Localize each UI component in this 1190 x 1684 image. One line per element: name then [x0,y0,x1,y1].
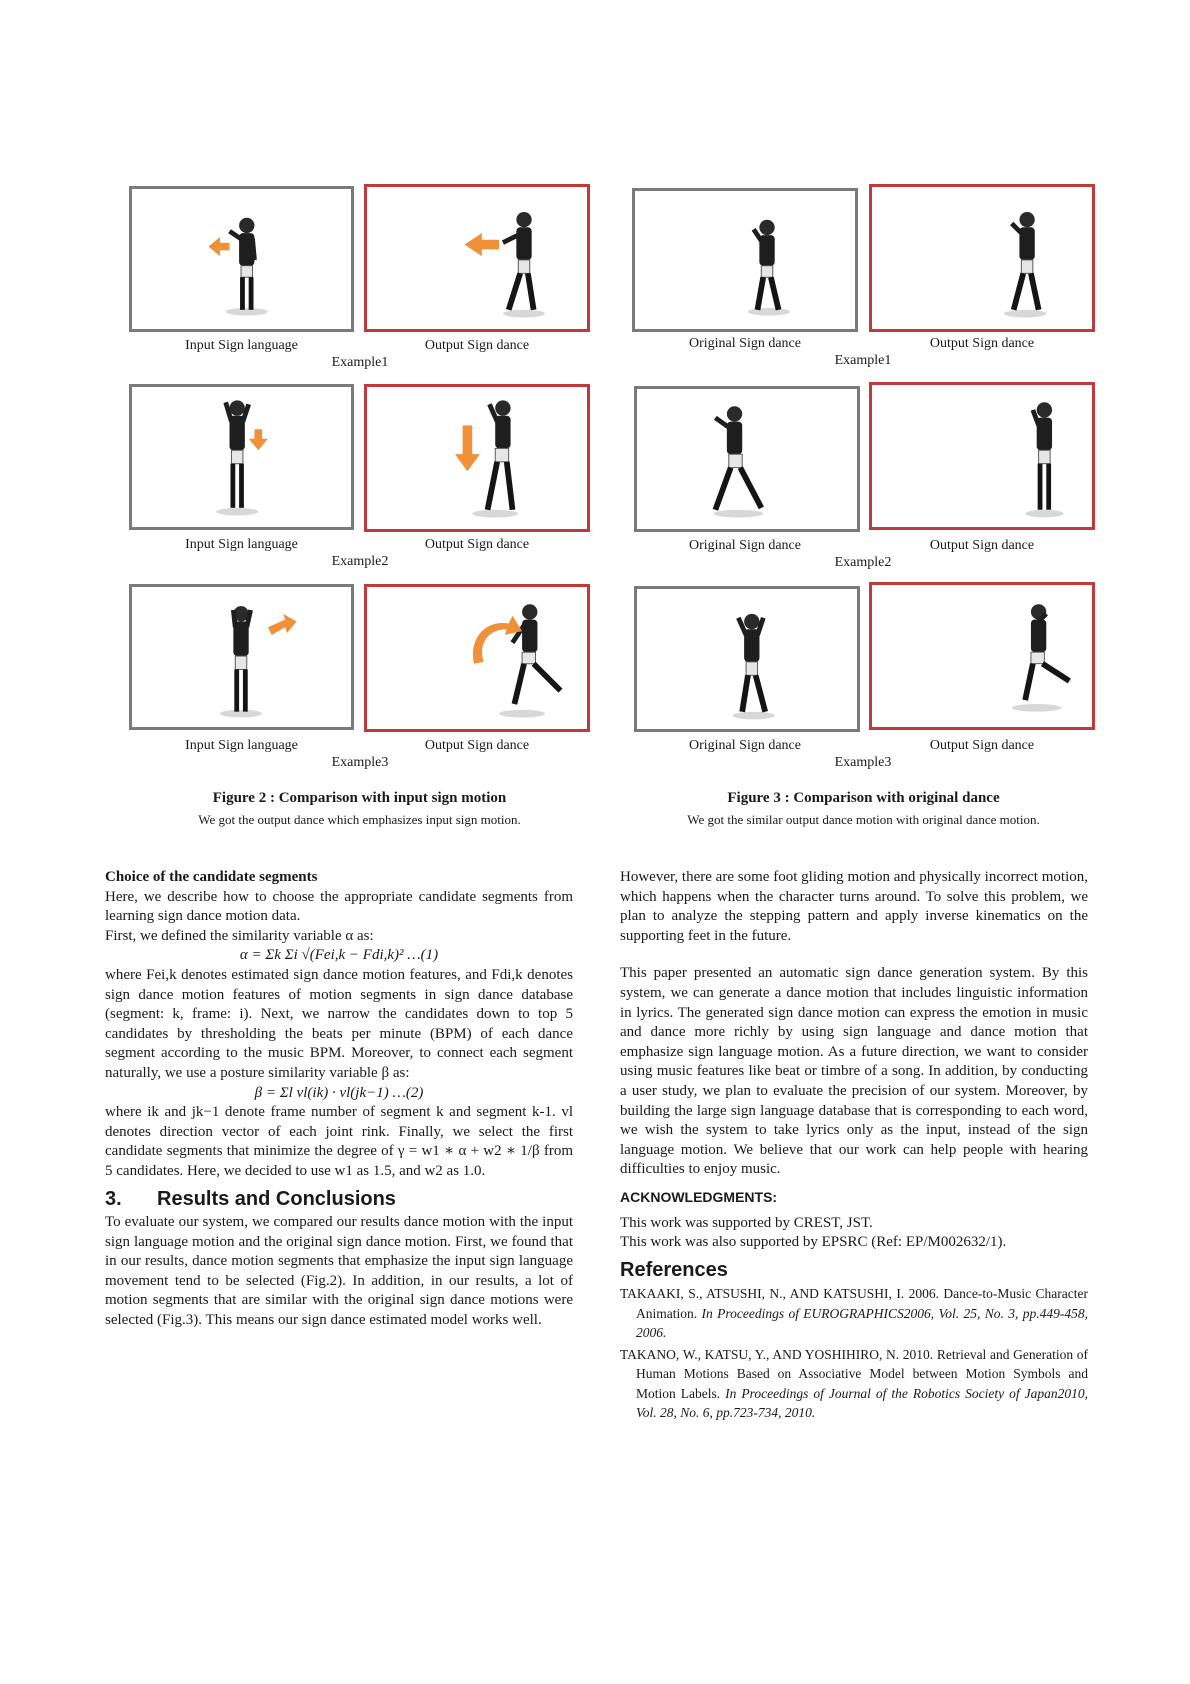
fig3-output-panel-2 [869,382,1095,530]
equation-1: α = Σk Σi √(Fei,k − Fdi,k)² …(1) [239,947,439,964]
dancer-figure-illustration [872,187,1092,329]
fig3-left-caption-1: Original Sign dance [689,336,801,351]
dancer-figure-illustration [132,387,351,527]
section-number: 3. [105,1187,122,1210]
reference-item [620,1284,1088,1343]
dancer-figure-illustration [132,189,351,329]
fig2-output-panel-3 [364,584,590,732]
fig3-right-caption-1: Output Sign dance [929,336,1035,351]
dancer-figure-illustration [635,191,855,329]
dancer-figure-illustration [367,187,587,329]
fig2-left-caption-1: Input Sign language [185,338,298,353]
paragraph: This paper presented an automatic sign dance generation system. By this system, we can generate a dance motion that includes linguistic information in lyrics. The generated sign dance motion can express the emotion in music and dance more richly by using sign language and dance motion that emphasize sign language motion. As a future direction, we want to consider using music features like beat or timbre of a song. In addition, by conducting a user study, we plan to evaluate the precision of our system. Moreover, by building the large sign language database that is corresponding to each word, we wish the system to take lyrics only as the input, instead of the sign language motion. We believe that our work can help people with hearing difficulties to enjoy music. [620,965,1088,1178]
fig2-left-caption-2: Input Sign language [185,537,298,552]
fig3-right-caption-2: Output Sign dance [929,538,1035,553]
acknowledgments-heading: ACKNOWLEDGMENTS: [620,1188,778,1205]
down-arrow-icon [249,429,268,450]
fig3-right-caption-3: Output Sign dance [929,738,1035,753]
reference-source: In Proceedings of Journal of the Robotics Society of Japan2010, Vol. 28, No. 6, pp.723-734, 2010. [636,1385,1088,1421]
right-arrow-icon [268,614,297,635]
reference-item [620,1345,1088,1423]
fig2-input-panel-1 [129,186,354,332]
fig3-output-panel-3 [869,582,1095,730]
reference-source: In Proceedings of EUROGRAPHICS2006, Vol. 25, No. 3, pp.449-458, 2006. [636,1305,1088,1341]
paragraph: where ik and jk−1 denote frame number of segment k and segment k-1. vl denotes direction vector of each joint rink. Finally, we select the first candidate segments that minimize the degree of γ = w1 ∗ α + w2 ∗ 1/β from 5 candidates. Here, we decided to use w1 as 1.5, and w2 as 1.0. [105,1104,573,1179]
dancer-figure-illustration [637,589,857,729]
spacer [620,946,1088,964]
fig2-example-label-1: Example1 [331,355,389,370]
paragraph: To evaluate our system, we compared our results dance motion with the input sign language motion and the original sign dance motion. First, we found that in our results, dance motion segments that emphasize the input sign language movement tend to be selected (Fig.2). In addition, in our results, a lot of motion segments that are similar with the original sign dance motions were selected (Fig.3). This means our sign dance estimated model works well. [105,1214,573,1329]
fig2-right-caption-1: Output Sign dance [424,338,530,353]
paragraph: where Fei,k denotes estimated sign dance motion features, and Fdi,k denotes sign dance motion features of motion segments in sign dance database (segment: k, frame: i). Next, we narrow the candidates down to top 5 candidates by thresholding the beats per minute (BPM) of each dance segment according to the music BPM. Moreover, to connect each segment naturally, we use a posture similarity variable β as: [105,966,573,1081]
fig2-title: Figure 2 : Comparison with input sign motion [212,790,507,806]
section-heading [105,1187,573,1210]
paragraph: First, we defined the similarity variable α as: [105,927,374,944]
fig2-left-caption-3: Input Sign language [185,738,298,753]
dancer-figure-illustration [132,587,351,727]
reference-text: TAKANO, W., KATSU, Y., AND YOSHIHIRO, N. 2010. Retrieval and Generation of Human Motions Based on Associative Model between Motion Symbols and Motion Labels. [620,1346,1088,1401]
fig3-original-panel-1 [632,188,858,332]
acknowledgment-line: This work was supported by CREST, JST. [620,1214,873,1231]
fig2-input-panel-2 [129,384,354,530]
fig2-output-panel-2 [364,384,590,532]
fig2-output-panel-1 [364,184,590,332]
paragraph: Here, we describe how to choose the appropriate candidate segments from learning sign dance motion data. [105,888,573,925]
fig2-subtitle: We got the output dance which emphasizes input sign motion. [198,812,521,827]
equation-2: β = Σl vl(ik) · vl(jk−1) …(2) [254,1084,424,1101]
fig2-example-label-2: Example2 [331,554,389,569]
dancer-figure-illustration [367,587,587,729]
section-title: Results and Conclusions [157,1187,396,1210]
references-heading: References [620,1258,728,1281]
fig2-input-panel-3 [129,584,354,730]
fig3-original-panel-2 [634,386,860,532]
left-arrow-icon [208,237,229,256]
fig2-right-caption-2: Output Sign dance [424,537,530,552]
subsection-title: Choice of the candidate segments [105,869,318,885]
left-arrow-icon [465,233,500,256]
fig3-example-label-3: Example3 [834,755,892,770]
fig3-example-label-2: Example2 [834,555,892,570]
left-text-column [105,868,573,1331]
fig3-original-panel-3 [634,586,860,732]
fig3-example-label-1: Example1 [834,353,892,368]
fig3-title: Figure 3 : Comparison with original dance [727,790,1000,806]
fig3-output-panel-1 [869,184,1095,332]
fig2-example-label-3: Example3 [331,755,389,770]
right-text-column [620,868,1088,1425]
fig3-subtitle: We got the similar output dance motion with original dance motion. [687,812,1040,827]
down-arrow-icon [455,425,480,471]
dancer-figure-illustration [872,385,1092,527]
fig3-left-caption-3: Original Sign dance [689,738,801,753]
dancer-figure-illustration [872,585,1092,727]
acknowledgment-line: This work was also supported by EPSRC (Ref: EP/M002632/1). [620,1234,1007,1251]
dancer-figure-illustration [637,389,857,529]
fig2-right-caption-3: Output Sign dance [424,738,530,753]
paragraph: However, there are some foot gliding motion and physically incorrect motion, which happens when the character turns around. To solve this problem, we plan to analyze the stepping pattern and apply inverse kinematics on the supporting feet in the future. [620,869,1088,944]
fig3-left-caption-2: Original Sign dance [689,538,801,553]
dancer-figure-illustration [367,387,587,529]
reference-text: TAKAAKI, S., ATSUSHI, N., AND KATSUSHI, I. 2006. Dance-to-Music Character Animation. [620,1286,1088,1321]
